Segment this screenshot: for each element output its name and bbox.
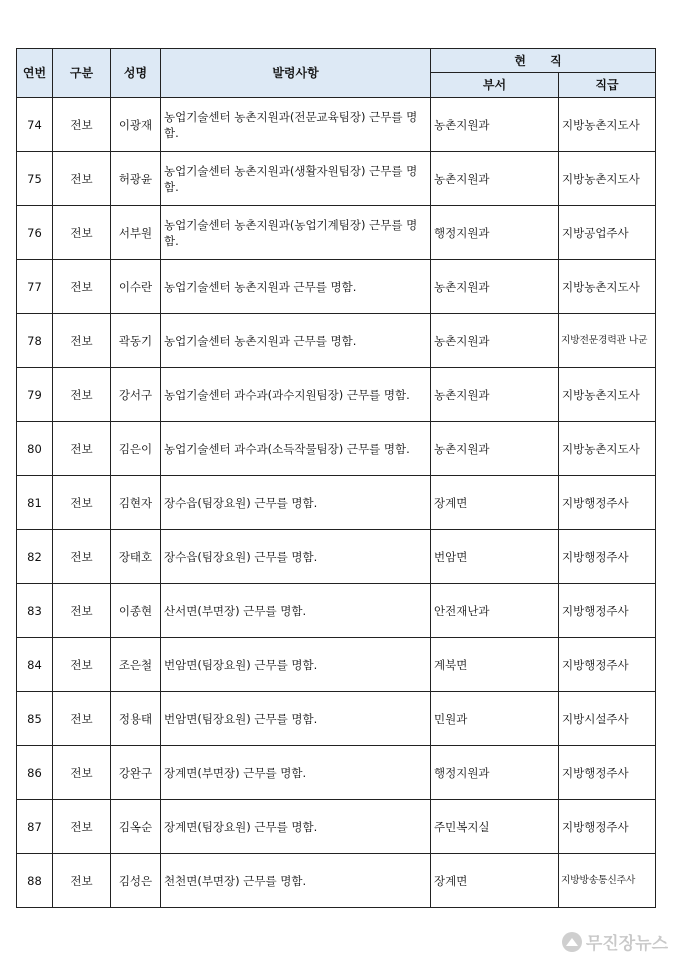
cell-no: 78: [17, 314, 53, 368]
cell-name: 이광재: [111, 98, 161, 152]
cell-rank: 지방방송통신주사: [559, 854, 656, 908]
cell-order: 장수읍(팀장요원) 근무를 명함.: [161, 476, 431, 530]
table-row: [17, 152, 656, 206]
watermark: [562, 929, 668, 954]
table-row: [17, 692, 656, 746]
appointment-table: [16, 48, 656, 908]
cell-category: 전보: [53, 152, 111, 206]
cell-category: 전보: [53, 260, 111, 314]
table-row: [17, 476, 656, 530]
cell-category: 전보: [53, 530, 111, 584]
cell-order: 농업기술센터 농촌지원과(전문교육팀장) 근무를 명함.: [161, 98, 431, 152]
cell-dept: 안전재난과: [431, 584, 559, 638]
table-row: [17, 800, 656, 854]
cell-category: 전보: [53, 746, 111, 800]
cell-dept: 농촌지원과: [431, 314, 559, 368]
header-name: 성명: [111, 49, 161, 98]
cell-order: 번암면(팀장요원) 근무를 명함.: [161, 638, 431, 692]
table-row: [17, 584, 656, 638]
cell-rank: 지방행정주사: [559, 584, 656, 638]
cell-rank: 지방농촌지도사: [559, 422, 656, 476]
cell-order: 번암면(팀장요원) 근무를 명함.: [161, 692, 431, 746]
cell-name: 김성은: [111, 854, 161, 908]
cell-no: 76: [17, 206, 53, 260]
cell-category: 전보: [53, 800, 111, 854]
header-rank: 직급: [559, 73, 656, 98]
cell-no: 74: [17, 98, 53, 152]
table-row: [17, 260, 656, 314]
cell-no: 83: [17, 584, 53, 638]
cell-order: 장수읍(팀장요원) 근무를 명함.: [161, 530, 431, 584]
table-row: [17, 638, 656, 692]
cell-name: 정용태: [111, 692, 161, 746]
cell-order: 장계면(부면장) 근무를 명함.: [161, 746, 431, 800]
cell-no: 88: [17, 854, 53, 908]
cell-category: 전보: [53, 638, 111, 692]
table-row: [17, 314, 656, 368]
cell-no: 84: [17, 638, 53, 692]
header-no: 연번: [17, 49, 53, 98]
cell-order: 농업기술센터 과수과(과수지원팀장) 근무를 명함.: [161, 368, 431, 422]
cell-order: 장계면(팀장요원) 근무를 명함.: [161, 800, 431, 854]
cell-name: 서부원: [111, 206, 161, 260]
cell-dept: 번암면: [431, 530, 559, 584]
cell-name: 강서구: [111, 368, 161, 422]
table-body: [17, 98, 656, 908]
cell-dept: 장계면: [431, 476, 559, 530]
cell-rank: 지방농촌지도사: [559, 152, 656, 206]
cell-name: 김현자: [111, 476, 161, 530]
cell-rank: 지방농촌지도사: [559, 260, 656, 314]
table-row: [17, 854, 656, 908]
cell-dept: 농촌지원과: [431, 368, 559, 422]
cell-no: 79: [17, 368, 53, 422]
cell-category: 전보: [53, 368, 111, 422]
cell-no: 82: [17, 530, 53, 584]
cell-order: 농업기술센터 과수과(소득작물팀장) 근무를 명함.: [161, 422, 431, 476]
watermark-text: 무진장뉴스: [585, 934, 668, 954]
cell-rank: 지방농촌지도사: [559, 98, 656, 152]
cell-no: 77: [17, 260, 53, 314]
cell-category: 전보: [53, 854, 111, 908]
cell-dept: 주민복지실: [431, 800, 559, 854]
header-dept: 부서: [431, 73, 559, 98]
cell-name: 이종현: [111, 584, 161, 638]
cell-name: 김은이: [111, 422, 161, 476]
cell-rank: 지방행정주사: [559, 746, 656, 800]
cell-name: 강완구: [111, 746, 161, 800]
cell-category: 전보: [53, 692, 111, 746]
cell-no: 86: [17, 746, 53, 800]
cell-order: 농업기술센터 농촌지원과 근무를 명함.: [161, 260, 431, 314]
cell-category: 전보: [53, 422, 111, 476]
cell-rank: 지방시설주사: [559, 692, 656, 746]
cell-dept: 농촌지원과: [431, 260, 559, 314]
cell-dept: 행정지원과: [431, 746, 559, 800]
table-row: [17, 368, 656, 422]
cell-no: 87: [17, 800, 53, 854]
cell-name: 김옥순: [111, 800, 161, 854]
cell-dept: 민원과: [431, 692, 559, 746]
cell-name: 허광윤: [111, 152, 161, 206]
header-category: 구분: [53, 49, 111, 98]
cell-category: 전보: [53, 584, 111, 638]
table-row: [17, 98, 656, 152]
cell-no: 75: [17, 152, 53, 206]
mountain-logo-icon: [562, 932, 582, 952]
cell-rank: 지방행정주사: [559, 800, 656, 854]
cell-no: 85: [17, 692, 53, 746]
cell-rank: 지방전문경력관 나군: [559, 314, 656, 368]
cell-order: 천천면(부면장) 근무를 명함.: [161, 854, 431, 908]
cell-rank: 지방행정주사: [559, 476, 656, 530]
cell-category: 전보: [53, 98, 111, 152]
cell-dept: 장계면: [431, 854, 559, 908]
cell-rank: 지방공업주사: [559, 206, 656, 260]
cell-rank: 지방행정주사: [559, 638, 656, 692]
table-row: [17, 530, 656, 584]
cell-dept: 농촌지원과: [431, 98, 559, 152]
cell-order: 농업기술센터 농촌지원과 근무를 명함.: [161, 314, 431, 368]
header-order: 발령사항: [161, 49, 431, 98]
cell-no: 80: [17, 422, 53, 476]
cell-no: 81: [17, 476, 53, 530]
cell-dept: 농촌지원과: [431, 152, 559, 206]
table-row: [17, 422, 656, 476]
cell-order: 농업기술센터 농촌지원과(농업기계팀장) 근무를 명함.: [161, 206, 431, 260]
cell-order: 농업기술센터 농촌지원과(생활자원팀장) 근무를 명함.: [161, 152, 431, 206]
cell-name: 곽동기: [111, 314, 161, 368]
cell-name: 장태호: [111, 530, 161, 584]
table-row: [17, 746, 656, 800]
table-row: [17, 206, 656, 260]
cell-order: 산서면(부면장) 근무를 명함.: [161, 584, 431, 638]
cell-name: 조은철: [111, 638, 161, 692]
cell-rank: 지방농촌지도사: [559, 368, 656, 422]
cell-category: 전보: [53, 314, 111, 368]
cell-name: 이수란: [111, 260, 161, 314]
cell-rank: 지방행정주사: [559, 530, 656, 584]
cell-dept: 농촌지원과: [431, 422, 559, 476]
header-current-position: 현 직: [431, 49, 656, 73]
cell-category: 전보: [53, 476, 111, 530]
cell-dept: 계북면: [431, 638, 559, 692]
cell-dept: 행정지원과: [431, 206, 559, 260]
cell-category: 전보: [53, 206, 111, 260]
